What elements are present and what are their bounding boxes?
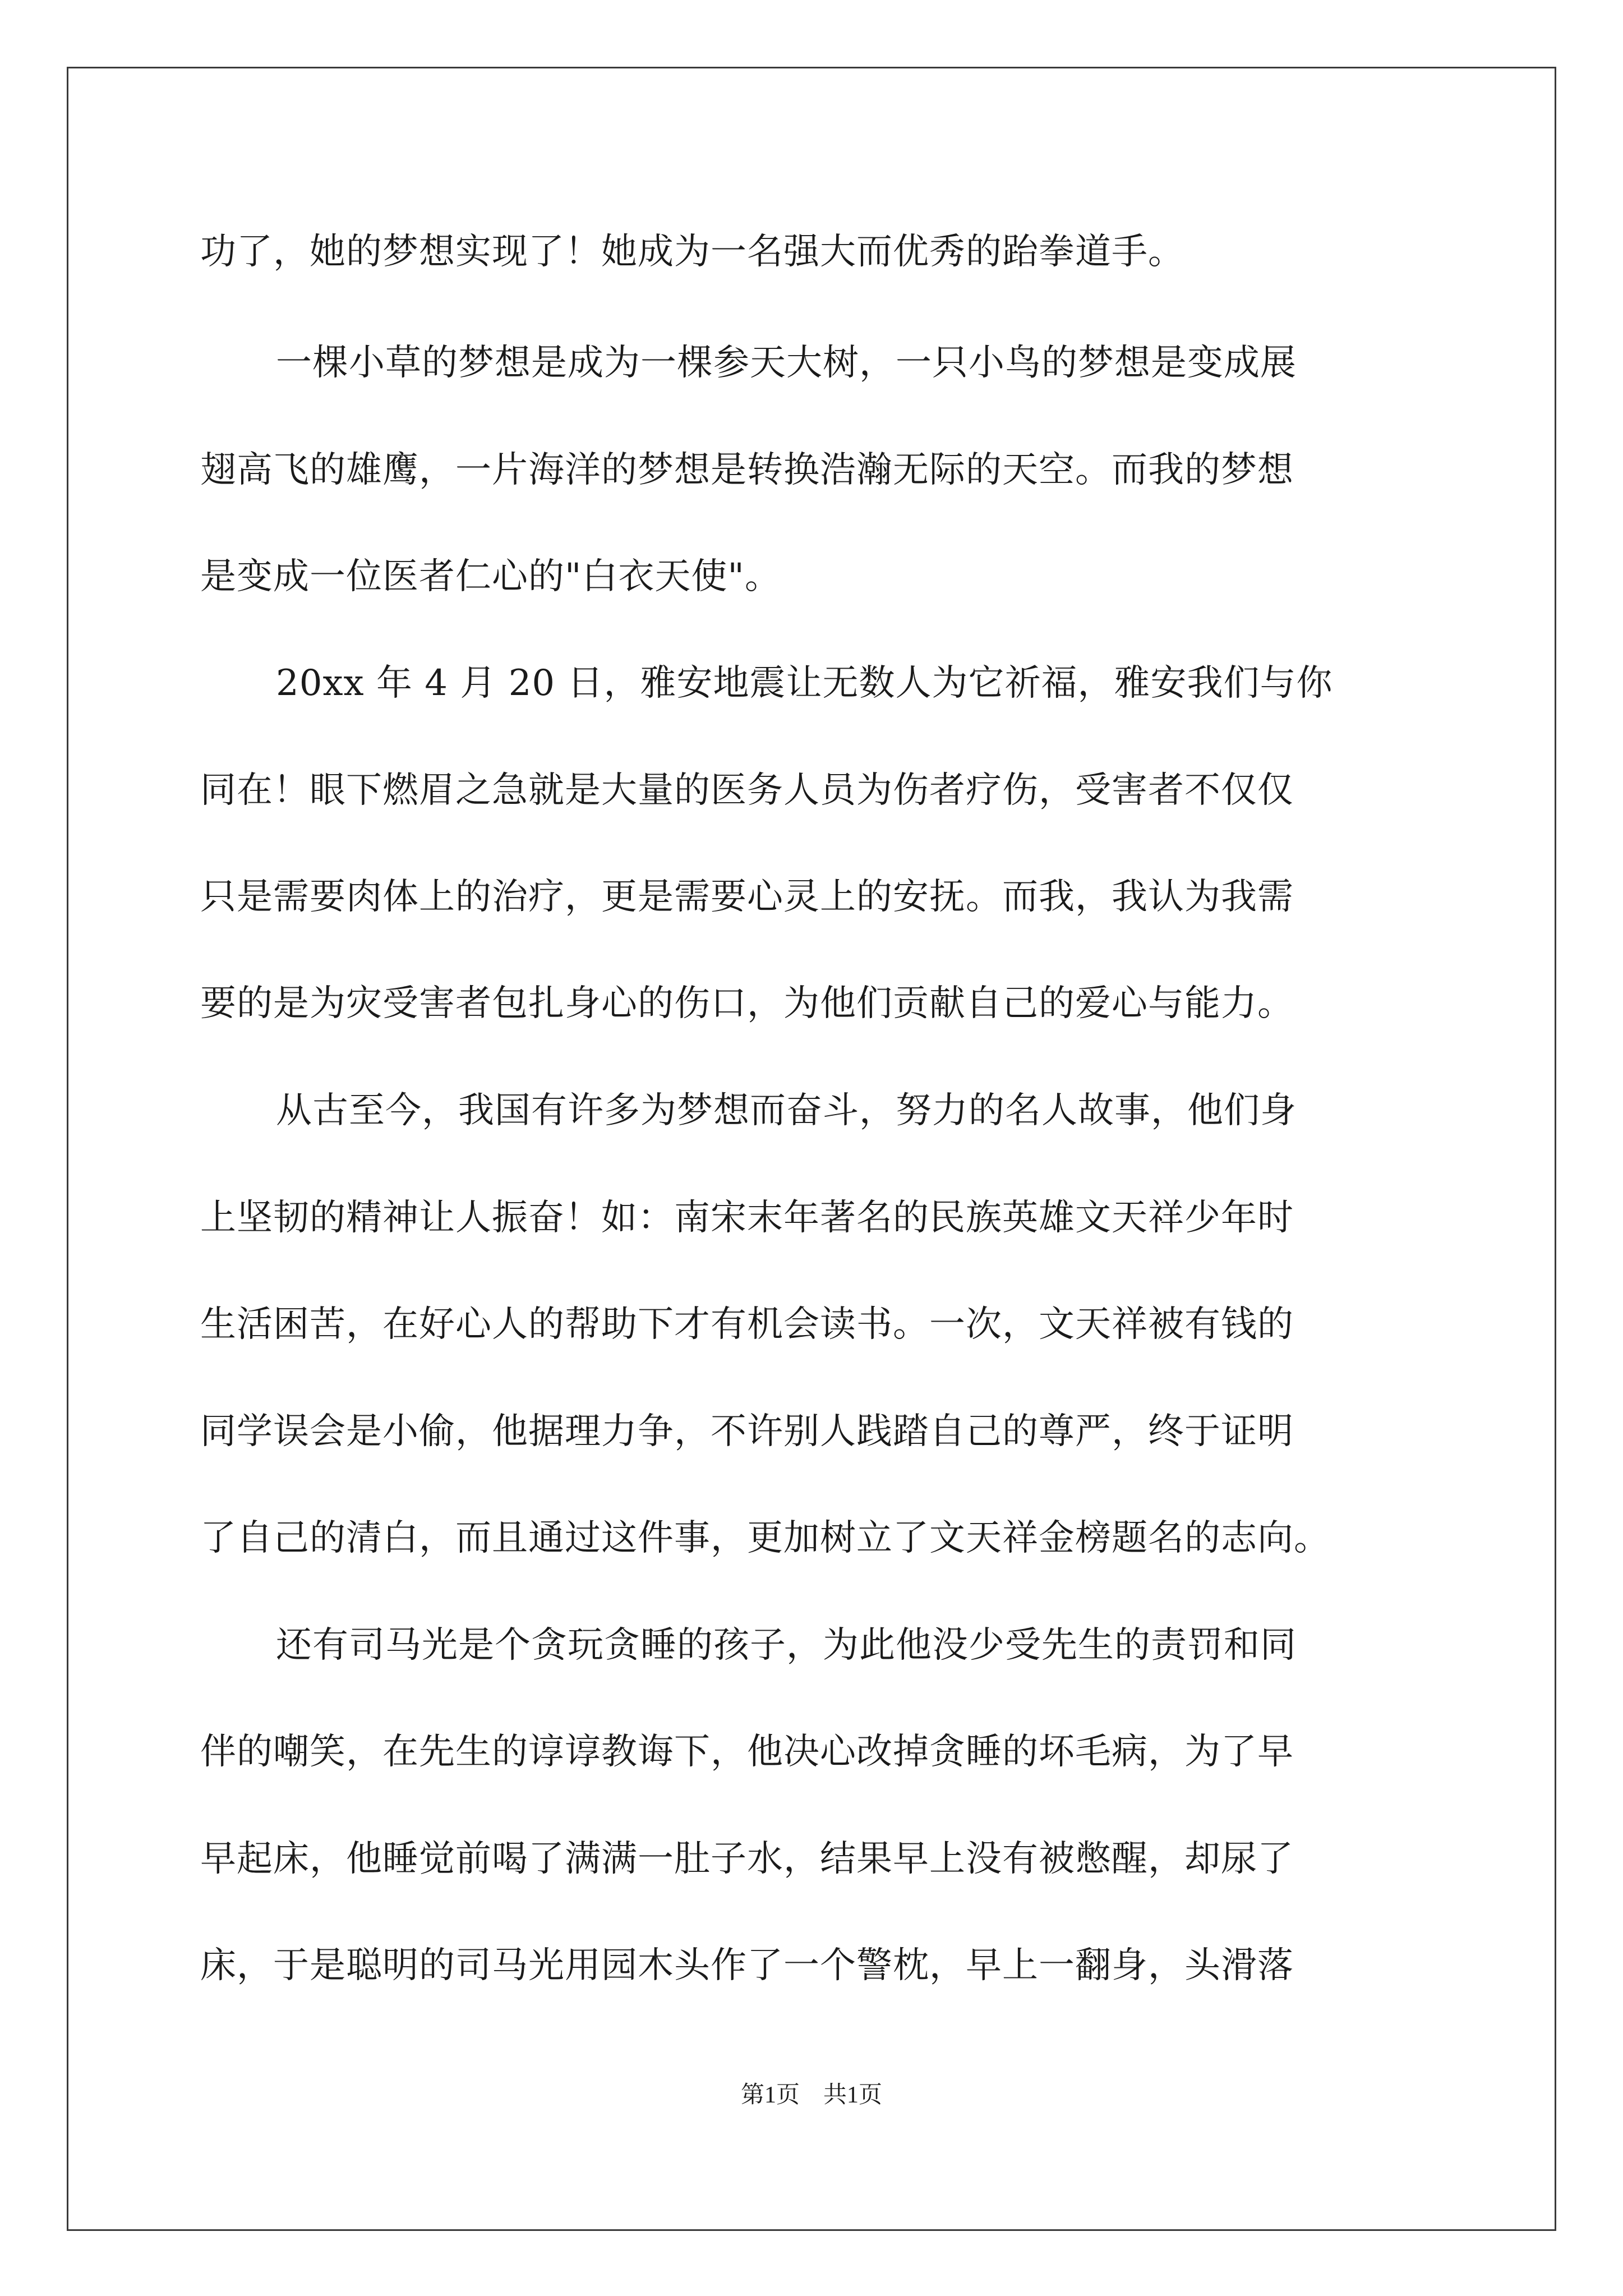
paragraph-line: 要的是为灾受害者包扎身心的伤口，为他们贡献自己的爱心与能力。 xyxy=(200,983,1294,1024)
paragraph-line: 只是需要肉体上的治疗，更是需要心灵上的安抚。而我，我认为我需 xyxy=(200,876,1294,918)
paragraph-line: 上坚韧的精神让人振奋！如：南宋末年著名的民族英雄文天祥少年时 xyxy=(200,1197,1294,1239)
paragraph-line: 还有司马光是个贪玩贪睡的孩子，为此他没少受先生的责罚和同 xyxy=(276,1625,1297,1666)
paragraph-line: 翅高飞的雄鹰，一片海洋的梦想是转换浩瀚无际的天空。而我的梦想 xyxy=(200,449,1294,491)
paragraph-line: 20xx 年 4 月 20 日，雅安地震让无数人为它祈福，雅安我们与你 xyxy=(276,662,1333,704)
paragraph-line: 伴的嘲笑，在先生的谆谆教诲下，他决心改掉贪睡的坏毛病，为了早 xyxy=(200,1731,1294,1773)
page-footer xyxy=(0,2078,1623,2112)
paragraph-line: 是变成一位医者仁心的"白衣天使"。 xyxy=(200,556,781,597)
paragraph-line: 一棵小草的梦想是成为一棵参天大树，一只小鸟的梦想是变成展 xyxy=(276,342,1297,384)
page-number: 第1页 xyxy=(740,2082,800,2108)
paragraph-line: 生活困苦，在好心人的帮助下才有机会读书。一次，文天祥被有钱的 xyxy=(200,1304,1294,1345)
paragraph-line: 功了，她的梦想实现了！她成为一名强大而优秀的跆拳道手。 xyxy=(200,231,1184,273)
paragraph-line: 同在！眼下燃眉之急就是大量的医务人员为伤者疗伤，受害者不仅仅 xyxy=(200,770,1294,811)
paragraph-line: 了自己的清白，而且通过这件事，更加树立了文天祥金榜题名的志向。 xyxy=(200,1517,1330,1559)
paragraph-line: 早起床，他睡觉前喝了满满一肚子水，结果早上没有被憋醒，却尿了 xyxy=(200,1838,1294,1880)
paragraph-line: 同学误会是小偷，他据理力争，不许别人践踏自己的尊严，终于证明 xyxy=(200,1411,1294,1452)
page-total: 共1页 xyxy=(823,2082,883,2108)
paragraph-line: 从古至今，我国有许多为梦想而奋斗，努力的名人故事，他们身 xyxy=(276,1090,1297,1131)
paragraph-line: 床，于是聪明的司马光用园木头作了一个警枕，早上一翻身，头滑落 xyxy=(200,1945,1294,1986)
